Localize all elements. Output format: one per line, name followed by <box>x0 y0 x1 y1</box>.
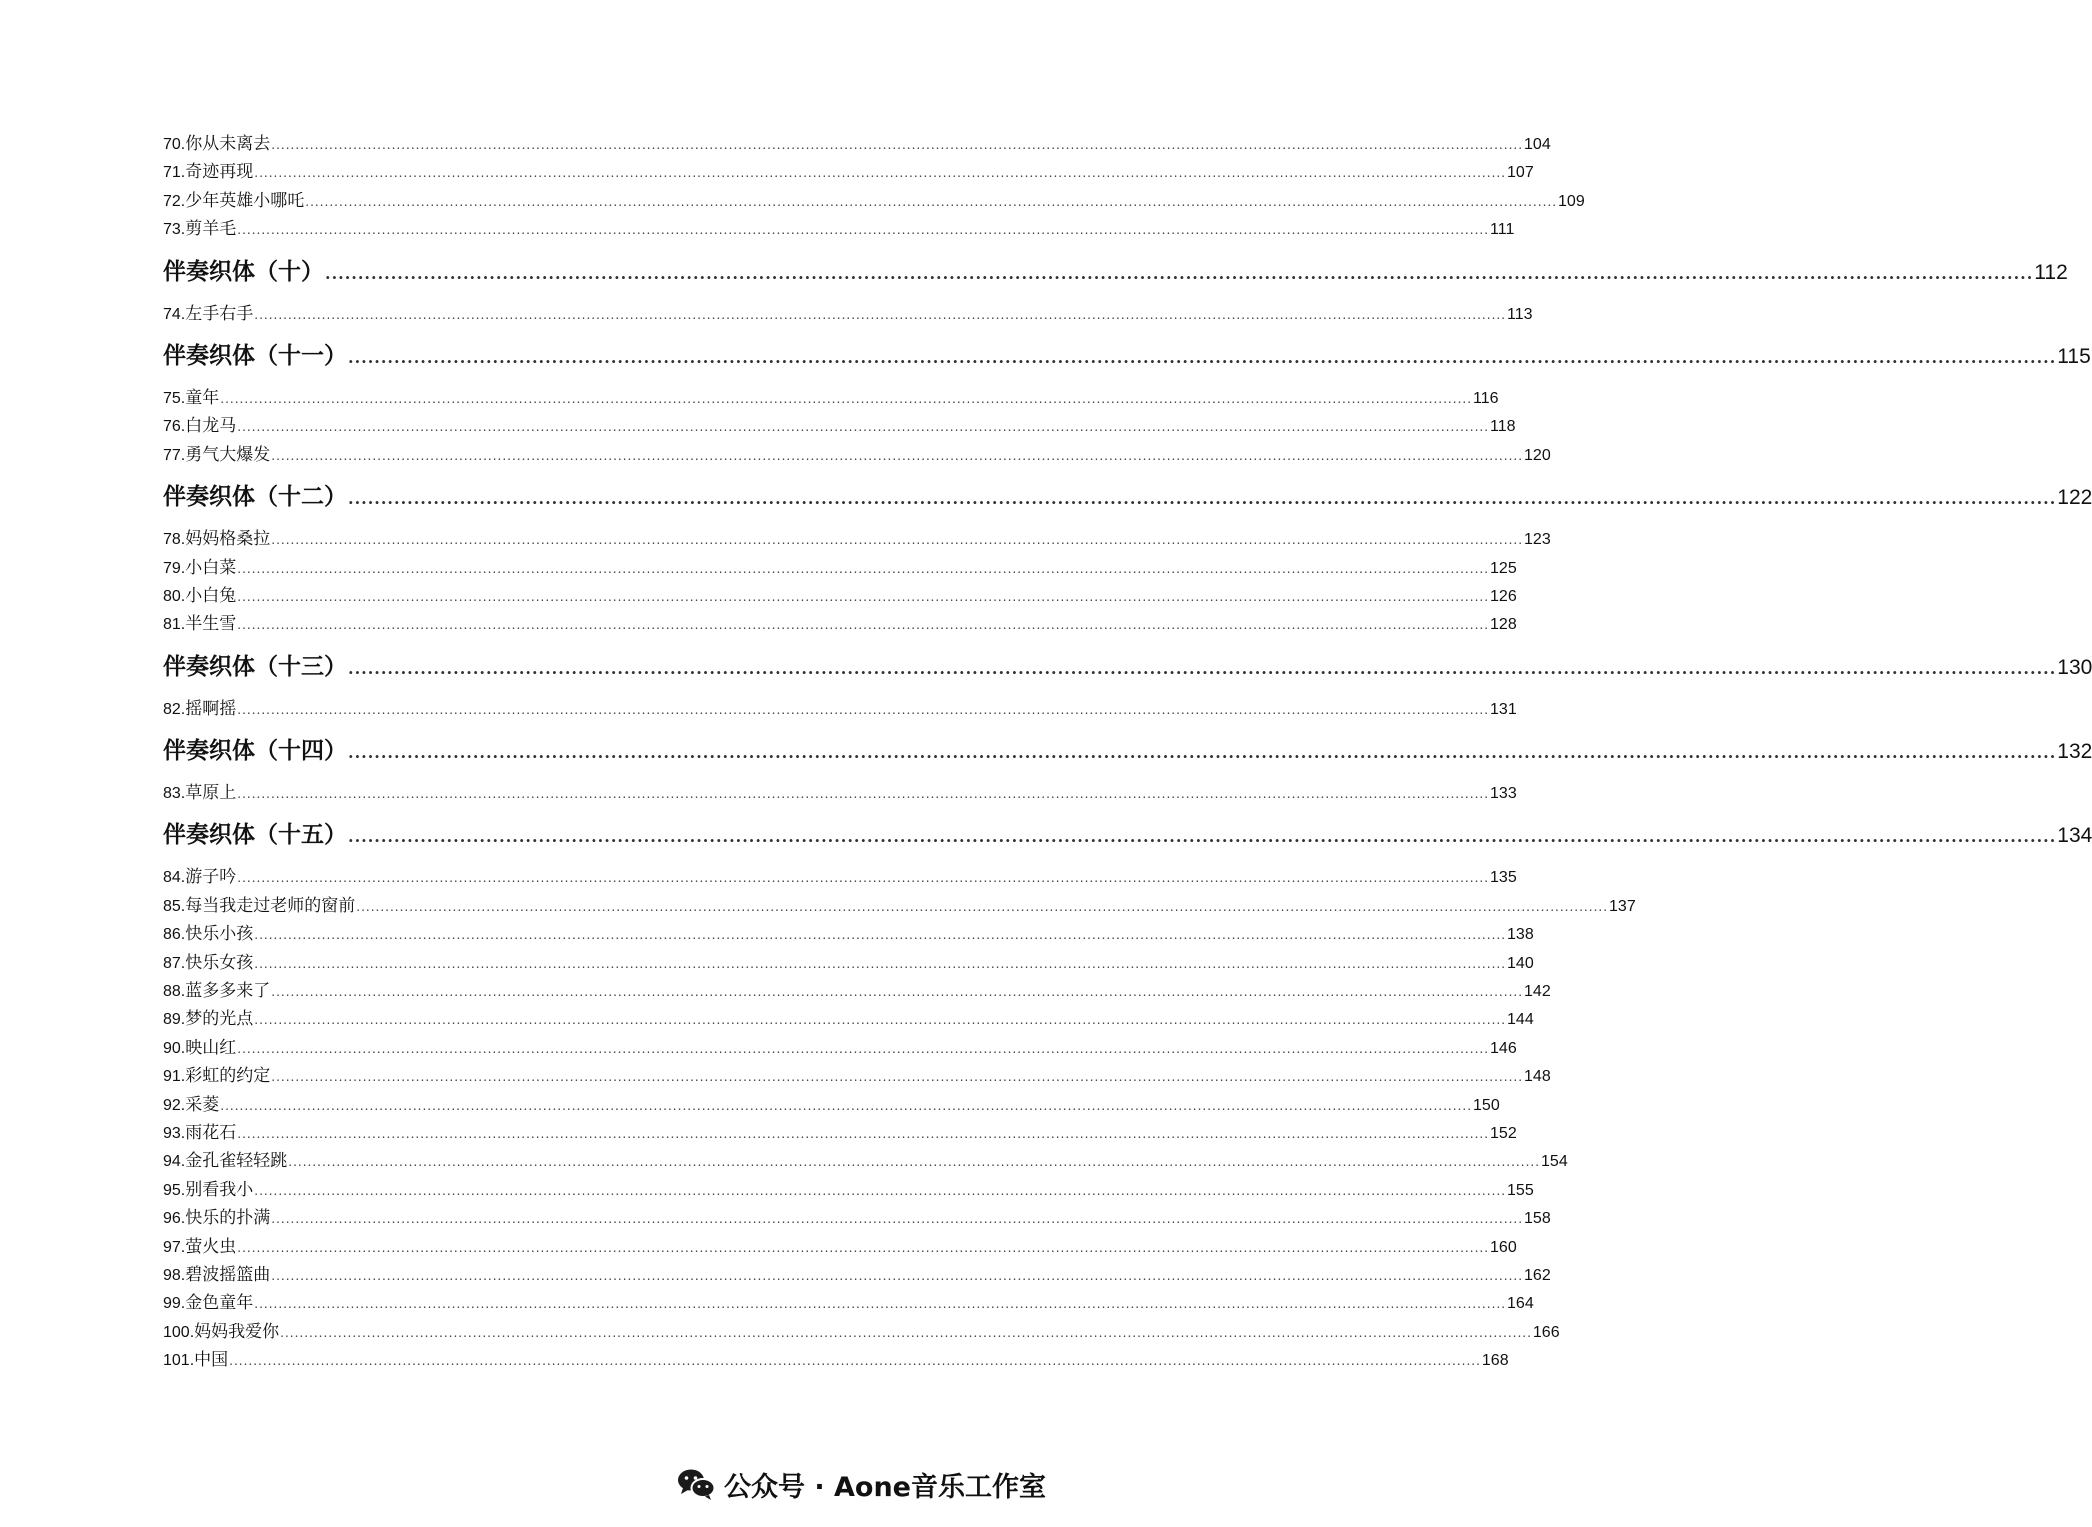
toc-entry <box>163 1147 1568 1175</box>
dot-leader: .................................................................................................................................................................................................................................................................... <box>237 589 1490 604</box>
entry-number: 74. <box>163 305 186 323</box>
page-number: 118 <box>1490 418 1516 436</box>
entry-title-text: 采菱 <box>185 1094 220 1115</box>
entry-title-text: 映山红 <box>185 1037 237 1058</box>
entry-title <box>163 441 270 470</box>
toc-entry <box>163 695 1517 723</box>
entry-title-text: 蓝多多来了 <box>185 981 271 1002</box>
entry-title <box>163 1346 228 1375</box>
toc-entry <box>163 412 1516 440</box>
toc-entry <box>163 300 1533 328</box>
dot-leader: .................................................................................................................................................................................................................................................................... <box>254 307 1507 322</box>
entry-title <box>163 949 253 978</box>
toc-entry <box>163 1034 1517 1062</box>
page-number: 125 <box>1490 559 1517 577</box>
entry-title <box>163 1261 270 1290</box>
section-title: 伴奏织体（十三） <box>163 652 347 680</box>
entry-title-text: 草原上 <box>185 783 237 804</box>
entry-title <box>163 384 219 413</box>
section-title: 伴奏织体（十四） <box>163 737 347 765</box>
dot-leader: .................................................................................................................................................................................................................................................................... <box>237 561 1490 576</box>
entry-number: 78. <box>163 531 186 549</box>
entry-title <box>163 1091 219 1120</box>
entry-title-text: 快乐的扑满 <box>185 1208 271 1229</box>
entry-title-text: 摇啊摇 <box>185 698 237 719</box>
dot-leader: .................................................................................................................................................................................................................................................................... <box>254 1183 1507 1198</box>
entry-title <box>163 412 236 441</box>
toc-entry <box>163 130 1551 158</box>
toc-entry <box>163 1204 1551 1232</box>
entry-title <box>163 554 236 583</box>
dot-leader: .................................................................................................................................................................................................................................................................... <box>348 827 2057 847</box>
entry-title-text: 半生雪 <box>185 614 237 635</box>
page-number: 130 <box>2057 655 2092 679</box>
page-number: 107 <box>1507 164 1534 182</box>
page-number: 148 <box>1524 1068 1551 1086</box>
entry-title <box>163 1318 279 1347</box>
entry-title-text: 剪羊毛 <box>185 219 237 240</box>
dot-leader: .................................................................................................................................................................................................................................................................... <box>280 1325 1532 1340</box>
toc-entry <box>163 1119 1517 1147</box>
entry-number: 82. <box>163 700 186 718</box>
page-number: 144 <box>1507 1011 1534 1029</box>
entry-title <box>163 1289 253 1318</box>
page-number: 126 <box>1490 587 1517 605</box>
entry-title-text: 小白兔 <box>185 585 237 606</box>
dot-leader: .................................................................................................................................................................................................................................................................... <box>348 347 2057 367</box>
dot-leader: .................................................................................................................................................................................................................................................................... <box>271 1070 1524 1085</box>
toc-entry <box>163 525 1551 553</box>
entry-title-text: 金色童年 <box>185 1293 254 1314</box>
entry-title <box>163 1005 253 1034</box>
page-number: 115 <box>2057 344 2091 368</box>
entry-title-text: 童年 <box>185 387 220 408</box>
toc-entry <box>163 554 1517 582</box>
entry-title-text: 妈妈格桑拉 <box>185 529 271 550</box>
entry-number: 87. <box>163 954 186 972</box>
toc-entry <box>163 215 1515 243</box>
page-number: 155 <box>1507 1181 1534 1199</box>
toc-entry <box>163 384 1499 412</box>
page-number: 134 <box>2057 824 2092 848</box>
dot-leader: .................................................................................................................................................................................................................................................................... <box>254 928 1507 943</box>
section-title: 伴奏织体（十一） <box>163 341 347 369</box>
page-number: 116 <box>1473 389 1499 407</box>
page-number: 123 <box>1524 531 1551 549</box>
toc-entry <box>163 863 1517 891</box>
page-number: 137 <box>1609 897 1636 915</box>
entry-number: 85. <box>163 897 186 915</box>
entry-title <box>163 1176 253 1205</box>
page-number: 109 <box>1558 192 1585 210</box>
entry-title <box>163 863 236 892</box>
page-number: 150 <box>1473 1096 1500 1114</box>
dot-leader: .................................................................................................................................................................................................................................................................... <box>237 223 1490 238</box>
toc-entry <box>163 892 1636 920</box>
dot-leader: .................................................................................................................................................................................................................................................................... <box>237 871 1490 886</box>
table-of-contents <box>163 130 2092 1375</box>
entry-number: 88. <box>163 983 186 1001</box>
entry-title-text: 妈妈我爱你 <box>194 1321 280 1342</box>
dot-leader: .................................................................................................................................................................................................................................................................... <box>348 489 2057 509</box>
watermark <box>676 1462 1046 1506</box>
entry-number: 94. <box>163 1153 186 1171</box>
entry-title-text: 白龙马 <box>185 416 237 437</box>
page-number: 111 <box>1490 221 1515 239</box>
section-title: 伴奏织体（十二） <box>163 483 347 511</box>
entry-title <box>163 892 355 921</box>
page-number: 122 <box>2057 486 2092 510</box>
dot-leader: .................................................................................................................................................................................................................................................................... <box>271 985 1524 1000</box>
entry-title <box>163 300 253 329</box>
entry-number: 79. <box>163 559 186 577</box>
toc-section-heading <box>163 639 2092 695</box>
entry-title <box>163 610 236 639</box>
entry-title-text: 快乐小孩 <box>185 924 254 945</box>
toc-section-heading <box>163 807 2092 863</box>
entry-title-text: 游子吟 <box>185 867 237 888</box>
dot-leader: .................................................................................................................................................................................................................................................................... <box>237 1240 1490 1255</box>
page-number: 162 <box>1524 1266 1551 1284</box>
entry-number: 73. <box>163 221 186 239</box>
page-number: 131 <box>1490 700 1517 718</box>
page-number: 168 <box>1481 1352 1509 1370</box>
page-number: 104 <box>1524 136 1551 153</box>
page-number: 128 <box>1490 616 1517 634</box>
entry-number: 72. <box>163 192 186 210</box>
page-number: 135 <box>1490 869 1517 887</box>
entry-title <box>163 1034 236 1063</box>
dot-leader: .................................................................................................................................................................................................................................................................... <box>271 1268 1524 1283</box>
entry-number: 77. <box>163 446 186 464</box>
dot-leader: .................................................................................................................................................................................................................................................................... <box>237 618 1490 633</box>
entry-title-text: 左手右手 <box>185 303 254 324</box>
dot-leader: .................................................................................................................................................................................................................................................................... <box>305 194 1558 209</box>
entry-number: 86. <box>163 926 186 944</box>
entry-title <box>163 525 270 554</box>
entry-number: 84. <box>163 869 186 887</box>
entry-title-text: 别看我小 <box>185 1179 254 1200</box>
entry-number: 91. <box>163 1068 186 1086</box>
toc-section-heading <box>163 469 2092 525</box>
toc-entry <box>163 1261 1551 1289</box>
entry-title-text: 勇气大爆发 <box>185 444 271 465</box>
toc-entry <box>163 158 1534 186</box>
entry-title-text: 你从未离去 <box>185 134 271 154</box>
toc-entry <box>163 779 1517 807</box>
toc-entry <box>163 1346 1509 1374</box>
toc-section-heading <box>163 723 2092 779</box>
page-number: 160 <box>1490 1238 1517 1256</box>
page-number: 120 <box>1524 446 1551 464</box>
entry-title-text: 中国 <box>194 1350 229 1371</box>
dot-leader: .................................................................................................................................................................................................................................................................... <box>271 138 1524 152</box>
entry-title <box>163 1062 270 1091</box>
page-number: 113 <box>1507 305 1533 323</box>
entry-title-text: 梦的光点 <box>185 1009 254 1030</box>
entry-title <box>163 187 304 216</box>
entry-number: 71. <box>163 164 186 182</box>
toc-entry <box>163 582 1517 610</box>
dot-leader: .................................................................................................................................................................................................................................................................... <box>325 263 2034 283</box>
dot-leader: .................................................................................................................................................................................................................................................................... <box>237 702 1490 717</box>
entry-title-text: 碧波摇篮曲 <box>185 1264 271 1285</box>
entry-title <box>163 1119 236 1148</box>
entry-number: 75. <box>163 389 186 407</box>
entry-title-text: 彩虹的约定 <box>185 1066 271 1087</box>
dot-leader: .................................................................................................................................................................................................................................................................... <box>254 1013 1507 1028</box>
page-number: 142 <box>1524 983 1551 1001</box>
toc-entry <box>163 920 1534 948</box>
dot-leader: .................................................................................................................................................................................................................................................................... <box>220 391 1473 406</box>
page-number: 164 <box>1507 1295 1534 1313</box>
entry-title-text: 萤火虫 <box>185 1236 237 1257</box>
toc-entry <box>163 441 1551 469</box>
entry-number: 98. <box>163 1266 186 1284</box>
entry-number: 90. <box>163 1039 186 1057</box>
dot-leader: .................................................................................................................................................................................................................................................................... <box>254 1297 1507 1312</box>
entry-number: 92. <box>163 1096 186 1114</box>
entry-title-text: 每当我走过老师的窗前 <box>185 895 356 916</box>
entry-number: 97. <box>163 1238 186 1256</box>
dot-leader: .................................................................................................................................................................................................................................................................... <box>220 1098 1473 1113</box>
toc-entry <box>163 1091 1500 1119</box>
dot-leader: .................................................................................................................................................................................................................................................................... <box>237 1126 1490 1141</box>
entry-title <box>163 779 236 808</box>
toc-entry <box>163 187 1585 215</box>
dot-leader: .................................................................................................................................................................................................................................................................... <box>271 1212 1524 1227</box>
entry-number: 95. <box>163 1181 186 1199</box>
entry-title <box>163 130 270 159</box>
entry-number: 81. <box>163 616 186 634</box>
entry-number: 100. <box>163 1323 195 1341</box>
toc-entry <box>163 610 1517 638</box>
entry-title <box>163 920 253 949</box>
page-number: 138 <box>1507 926 1534 944</box>
entry-number: 93. <box>163 1124 186 1142</box>
entry-number: 89. <box>163 1011 186 1029</box>
entry-title <box>163 158 253 187</box>
dot-leader: .................................................................................................................................................................................................................................................................... <box>356 899 1609 914</box>
page-number: 140 <box>1507 954 1534 972</box>
entry-title <box>163 695 236 724</box>
entry-title <box>163 215 236 244</box>
entry-number: 101. <box>163 1352 195 1370</box>
entry-title <box>163 1147 287 1176</box>
dot-leader: .................................................................................................................................................................................................................................................................... <box>254 166 1507 181</box>
entry-number: 83. <box>163 785 186 803</box>
dot-leader: .................................................................................................................................................................................................................................................................... <box>271 533 1524 548</box>
entry-title <box>163 1233 236 1262</box>
entry-number: 80. <box>163 587 186 605</box>
dot-leader: .................................................................................................................................................................................................................................................................... <box>237 787 1490 802</box>
toc-entry <box>163 1062 1551 1090</box>
toc-entry <box>163 1005 1534 1033</box>
entry-number: 96. <box>163 1210 186 1228</box>
dot-leader: .................................................................................................................................................................................................................................................................... <box>288 1155 1541 1170</box>
page-number: 158 <box>1524 1210 1551 1228</box>
toc-entry <box>163 1176 1534 1204</box>
dot-leader: .................................................................................................................................................................................................................................................................... <box>254 956 1507 971</box>
dot-leader: .................................................................................................................................................................................................................................................................... <box>237 420 1490 435</box>
entry-title <box>163 1204 270 1233</box>
entry-number: 70. <box>163 136 186 153</box>
dot-leader: .................................................................................................................................................................................................................................................................... <box>271 448 1524 463</box>
toc-entry <box>163 1318 1560 1346</box>
entry-title <box>163 582 236 611</box>
toc-entry <box>163 1233 1517 1261</box>
dot-leader: .................................................................................................................................................................................................................................................................... <box>348 658 2057 678</box>
toc-entry <box>163 977 1551 1005</box>
page-number: 154 <box>1541 1153 1568 1171</box>
entry-title <box>163 977 270 1006</box>
dot-leader: .................................................................................................................................................................................................................................................................... <box>348 743 2057 763</box>
section-title: 伴奏织体（十五） <box>163 821 347 849</box>
dot-leader: .................................................................................................................................................................................................................................................................... <box>237 1041 1490 1056</box>
entry-title-text: 金孔雀轻轻跳 <box>185 1151 288 1172</box>
page-number: 132 <box>2057 740 2092 764</box>
toc-section-heading <box>163 244 2068 300</box>
dot-leader: .................................................................................................................................................................................................................................................................... <box>229 1354 1481 1369</box>
entry-title-text: 奇迹再现 <box>185 162 254 183</box>
entry-number: 99. <box>163 1295 186 1313</box>
toc-entry <box>163 1289 1534 1317</box>
watermark-text: 公众号 · Aone音乐工作室 <box>723 1471 1046 1503</box>
entry-number: 76. <box>163 418 186 436</box>
entry-title-text: 雨花石 <box>185 1122 237 1143</box>
entry-title-text: 少年英雄小哪吒 <box>185 190 305 211</box>
entry-title-text: 快乐女孩 <box>185 952 254 973</box>
page-number: 166 <box>1532 1323 1560 1341</box>
section-title: 伴奏织体（十） <box>163 257 324 285</box>
toc-entry <box>163 949 1534 977</box>
entry-title-text: 小白菜 <box>185 557 237 578</box>
page-number: 146 <box>1490 1039 1517 1057</box>
page-number: 152 <box>1490 1124 1517 1142</box>
toc-section-heading <box>163 328 2091 384</box>
wechat-icon <box>676 1467 716 1501</box>
page-number: 133 <box>1490 785 1517 803</box>
page-number: 112 <box>2034 260 2068 284</box>
